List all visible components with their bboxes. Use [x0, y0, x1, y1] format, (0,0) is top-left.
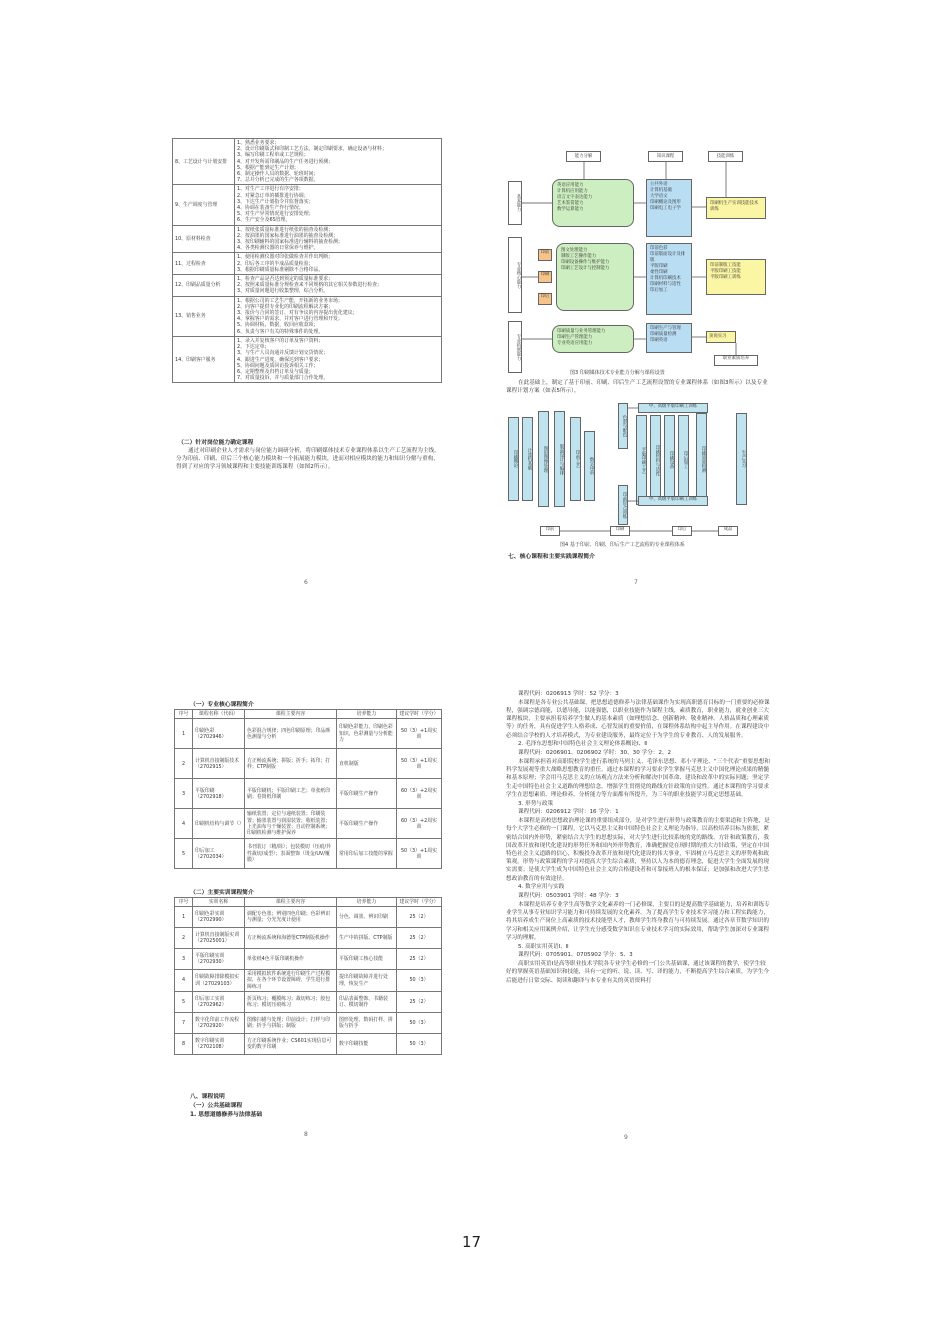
table-cell: 方正印刷系统作业；CS601实现信息可变的数字印刷 — [245, 1033, 337, 1054]
table-cell: 数字化印前工作流程（2702920） — [193, 1012, 245, 1033]
paragraph: 高职实用英语Ⅰ是高等职业技术学院各专业学生必修的一门公共基础课，通过该课程的教学，使学生较好的掌握英语基础知识和技能，具有一定的听、说、读、写、译的能力，不断提高学生综合素质，为学生今后能进行日常交际、阅读和翻译与本专业有关的英语资料打 — [506, 961, 769, 984]
block-item: 平版印刷 — [650, 264, 668, 269]
row-item: 7、总并分析已完成的生产各项数据。 — [237, 177, 319, 184]
block-item: 印刷质量与业务管理能力 — [557, 329, 606, 334]
column-header: 课程主要内容 — [245, 710, 337, 719]
row-items — [235, 225, 442, 253]
column-header: 培养能力 — [337, 710, 397, 719]
paragraph: 课程代码：0206901、0206902 学时：30、30 学分：2、2 — [518, 750, 672, 757]
row-item: 5、根据产能到定生产计划； — [237, 164, 299, 171]
job-task-table — [172, 138, 442, 383]
line: 课程代码：0705901、0705902 学分：5、3 — [518, 952, 633, 959]
block-item: 印前色彩 — [650, 246, 668, 251]
table-cell: 25（2） — [397, 907, 442, 928]
block-item: 艺术鉴赏能力 — [557, 201, 584, 206]
block-item: 大学语文 — [650, 194, 668, 199]
row-item: 6、负责与客户有关的特殊事件的处理。 — [237, 328, 324, 335]
table-cell: 50（3） — [397, 1033, 442, 1054]
row-items — [235, 185, 442, 225]
row-item: 3、下达生产计划指令并监督落实； — [237, 198, 314, 205]
block-item: 计算机基础 — [650, 188, 672, 193]
section-heading: （二）主要实训课程简介 — [190, 890, 254, 896]
chain-box: 平版印刷工艺 — [636, 415, 647, 505]
orange-tag: 印刷 — [538, 271, 552, 283]
chain-box: 印刷质量检测 — [696, 413, 707, 505]
table-cell: 3 — [175, 949, 193, 970]
block-item: 语言文字表达能力 — [557, 195, 593, 200]
table-cell: 采用模拟软件系统进行印刷生产过程模拟，在各个环节设置障碍，学生进行排障练习 — [245, 970, 337, 992]
paragraph: 在此基础上，制定了基于印前、印刷、印后生产工艺流程设置的专业课程体系（如图3所示）以及专业课程计划方案（如表5所示）。 — [506, 380, 768, 395]
row-item: 2、印后各工序的半成品质量检验； — [237, 260, 314, 267]
figure-3-arrows — [500, 143, 775, 378]
table-cell: 7 — [175, 1012, 193, 1033]
table-cell: 50（3）+1周实训 — [397, 749, 442, 779]
row-items — [235, 336, 442, 382]
block-item: 印后加工 — [650, 288, 668, 293]
table-cell: 25（2） — [397, 928, 442, 949]
paragraph: 本课程承担着对高职院校学生进行系统的马列主义、毛泽东思想、邓小平理论、“三个代表”重要思想和科学发展观等重大战略思想教育的重任。通过本课程的学习要求学生掌握马克思主义中国化理论成果的精髓和基本原理；学会用马克思主义的立场观点方法来分析和解决中国革命、建设和改革中的实际问题；坚定学生走中国特色社会主义道路的理想信念，增强学生贯彻党的路线方针政策的自觉性。通过本课程的学习要求学生在思想素质、理论修养、分析能力等方面都有所提升，为三年的职业技能学习奠定思想基础。 — [506, 759, 770, 798]
training-course-table — [174, 897, 442, 1055]
line: 课程代码：0503901 学时：48 学分：3 — [518, 893, 619, 900]
row-item: 4、对开发所需印刷品的生产任务进行预测； — [237, 158, 334, 165]
line: 课程代码：0206912 学时：16 学分：1 — [518, 809, 619, 816]
table-row — [173, 253, 442, 275]
chain-box: 计算机基础 — [522, 417, 533, 501]
table-cell: 印刷色彩（2702946） — [193, 719, 245, 749]
table-cell: 常用印后加工技能的掌握 — [337, 839, 397, 869]
table-cell: 计算机直接制版实训（27025001） — [193, 928, 245, 949]
block-item: 柔性印刷 — [650, 270, 668, 275]
orange-tag: 印前 — [538, 249, 552, 261]
line: 5. 高职实用英语Ⅰ、Ⅱ — [518, 943, 569, 950]
block-item: 印刷英语 — [650, 338, 668, 343]
page-9-text — [506, 690, 770, 985]
section-heading: （二）针对岗位能力确定课程 — [178, 440, 254, 446]
row-items — [235, 296, 442, 336]
block-item: 计算机印刷技术 — [650, 276, 681, 281]
chain-box: 印刷设备 — [664, 415, 675, 505]
table-cell: 单张纸4色平版印刷机操作 — [245, 949, 337, 970]
table-cell: 5 — [175, 991, 193, 1012]
table-row — [173, 336, 442, 382]
paragraph: 通过对印刷企业人才需求与岗位能力调研分析，将印刷媒体技术专业课程体系以生产工艺流程为主线，分为印前、印刷、印后三个核心能力模块和一个拓展能力模块，进而对相应模块的能力和知识分解与重构，得到了对应的学习领域课程和主要技能训练课程（如图2所示）。 — [176, 448, 440, 471]
column-header: 建议学时（学分） — [397, 898, 442, 907]
table-cell: 生产中的拼版、CTP制版 — [337, 928, 397, 949]
row-item: 6、定期整理及归档订单及与质量； — [237, 368, 314, 375]
table-cell: 方正畅流系统；拼版；折手；拓印；打样；CTP制版 — [245, 749, 337, 779]
orange-tag: 印后 — [538, 293, 552, 305]
line: 2. 毛泽东思想和中国特色社会主义理论体系概论Ⅰ、Ⅱ — [518, 741, 647, 748]
block-item: 数学运算能力 — [557, 207, 584, 212]
row-label: 9、生产调度与管理 — [173, 185, 235, 225]
table-row — [175, 779, 442, 809]
row-item: 3、报价与合同的签订，对有争议的内容提出优化建议； — [237, 310, 358, 317]
table-row — [175, 749, 442, 779]
paragraph: 本课程是高校思想政治理论课的重要组成部分，是对学生进行形势与政策教育的主要渠道和主阵地，是每个大学生必修的一门课程。它以马克思主义和中国特色社会主义理论为指导，以高校培养目标为依据，紧密结合国内外形势，紧密结合大学生的思想实际，对大学生进行比较系统的党的路线、方针和政策教育，我国改革开放和现代化建设的形势任务和国内外形势教育，准确把握党在现时期的重大方针政策，坚定在中国特色社会主义道路的信心，积极投身改革开放和现代化建设的伟大事业，牢固树立马克思主义的形势观和政策观。形势与政策课程的学习对提高大学生综合素质，坚持以人为本的德育理念，促进大学生全面发展的现实需要；是使大学生成为中国特色社会主义的合格建设者和可靠接班人的根本保证；是加强和改进大学生思想政治教育的有效途径。 — [506, 818, 770, 882]
table-cell: 印后加工（2702034） — [193, 839, 245, 869]
table-cell: 2 — [175, 749, 193, 779]
table-cell: 4 — [175, 809, 193, 839]
top-box: 知识课程 — [648, 151, 683, 162]
table-cell: 折页练习；覆膜练习；裁切练习；胶包练习；模切压痕练习 — [245, 991, 337, 1012]
table-row — [173, 275, 442, 297]
column-header: 课程主要内容 — [245, 898, 337, 907]
table-cell: 提出印刷故障并进行处理，恢复生产 — [337, 970, 397, 992]
block-item: 印刷材料与适性 — [650, 282, 681, 287]
block-item: 印刷生产管理能力 — [557, 335, 593, 340]
table-cell: 25（2） — [397, 991, 442, 1012]
left-box: 基本能力 — [508, 181, 522, 225]
table-row — [175, 928, 442, 949]
table-cell: 数字印刷技能 — [337, 1033, 397, 1054]
left-box: 专业核心能力 — [508, 237, 522, 313]
row-item: 4、掌握客户的需求，并对客户进行管理和开发； — [237, 316, 343, 323]
row-item: 4、协调在装备生产作行情况； — [237, 205, 304, 212]
table-cell: 60（3）+2周实训 — [397, 809, 442, 839]
block-item: 英语应用能力 — [557, 183, 584, 188]
table-cell: 色彩混合规律；四色印刷原理；印品颜色测量与分析 — [245, 719, 337, 749]
page-number: 6 — [304, 579, 308, 586]
table-cell: 印刷色彩能力，印刷色彩知识，色彩测量与分析能力 — [337, 719, 397, 749]
chain-box: 版面设计与编排 — [554, 411, 565, 507]
row-item: 2、向客户提供专业化的印刷流程解决方案； — [237, 303, 334, 310]
row-item: 2、下达定单； — [237, 344, 270, 351]
flow-label: 印刷 — [610, 526, 630, 536]
block-item: 印刷生产与管理 — [650, 326, 681, 331]
table-cell: 平版印刷生产操作 — [337, 809, 397, 839]
table-cell: 50（3） — [397, 1012, 442, 1033]
table-cell: 印刷故障排除模拟实训（27029103） — [193, 970, 245, 992]
flow-label: 成品 — [718, 526, 738, 536]
table-cell: 60（3）+2周实训 — [397, 779, 442, 809]
block-item: 印刷电工电子学 — [650, 206, 681, 211]
row-item: 3、按印刷辅料的国家标准进行辅料的抽查检测； — [237, 239, 343, 246]
side-box: 印前综合训练 — [618, 485, 628, 525]
row-item: 1、根据公司的工艺生产能，开拓新的业务市场； — [237, 297, 343, 304]
table-cell: 50（3） — [397, 970, 442, 992]
row-item: 4、各类检测仪器的日常保养与维护。 — [237, 245, 319, 252]
figure-4-diagram — [500, 401, 775, 541]
table-row — [175, 907, 442, 928]
chain-box: 印前工艺 — [570, 417, 581, 501]
row-item: 3、对质量问题进行收集整理，综合分析。 — [237, 288, 329, 295]
row-item: 6、制定操作人员的数据、轮班时间； — [237, 171, 319, 178]
flow-label: 印后 — [672, 526, 692, 536]
table-cell: 4 — [175, 970, 193, 992]
row-item: 7、对质量投诉，并与质量部门合作处理。 — [237, 375, 329, 382]
side-box: 色彩与配色 — [618, 403, 628, 449]
table-row — [173, 225, 442, 253]
section-heading: 七、核心课程和主要实践课程简介 — [508, 554, 595, 560]
chain-box: 印刷概论 — [508, 417, 519, 501]
block-item: 计算机应用能力 — [557, 189, 588, 194]
block-item: 印前制版工技能 — [710, 263, 741, 268]
line: 4. 数学应用与实践 — [518, 884, 565, 891]
paragraph: 本课程是培养专业学生高等数学文化素养的一门必修课，主要目的是提高数学基础能力，培养和训练专业学生从事专业知识学习能力和可持续发展的文化素养。为了提高学生专业技术学习能力和工程实践能力，将其培养成生产岗位上高素质的技术技能型人才，教师学生终身教育与可持续发展。通过各章节数学知识的学习和相关应用案例介绍，让学生充分感受数学知识在专业技术学习的实际效用，帮助学生加深对专业课程学习的理解。 — [506, 902, 770, 941]
row-item: 1、录入并复核客户的订单及客户资料； — [237, 337, 324, 344]
figure-4-caption: 图4 基于印前、印刷、印后生产工艺流程的专业课程体系 — [560, 542, 685, 548]
top-box: 技能训练 — [708, 151, 743, 162]
table-row — [175, 970, 442, 992]
table-cell: 印刷色彩实训（2702990） — [193, 907, 245, 928]
table-cell: 1 — [175, 907, 193, 928]
page-number: 8 — [304, 1131, 308, 1138]
table-cell: 图形处理、数码打样、拼版与折手 — [337, 1012, 397, 1033]
column-header: 课程名称（代码） — [193, 710, 245, 719]
figure-4-arrows — [500, 401, 775, 541]
column-header: 建议学时（学分） — [397, 710, 442, 719]
row-item: 3、根据印刷质量标准剔除不合格印品。 — [237, 266, 324, 273]
table-cell: 方正畅流系统和海德堡CTP制版机操作 — [245, 928, 337, 949]
row-item: 2、按照来质量标准分规检查来不同规格的其它相关参数进行检查； — [237, 282, 382, 289]
row-items — [235, 275, 442, 297]
chain-box: 数字印前 — [584, 431, 595, 501]
table-cell: 图像扫描与处理；印前设计；打样与印刷；折手与拼版；制版 — [245, 1012, 337, 1033]
block-item: 印刷设备操作与维护能力 — [561, 260, 610, 265]
line: 课程代码：0206913 学时：52 学分：3 — [518, 691, 619, 697]
page-9 — [500, 688, 775, 1148]
block-item: 公共外语 — [650, 182, 668, 187]
column-header: 序号 — [175, 898, 193, 907]
row-item: 5、协调材板、数据，收回应收款项； — [237, 322, 319, 329]
row-label: 10、原材料检查 — [173, 225, 235, 253]
row-item: 2、设计印刷版式和印制工艺方法，制定印刷要求，确定设备与材料； — [237, 146, 387, 153]
table-cell: 印后加工实训（2702962） — [193, 991, 245, 1012]
block-item: 印刷工艺设计与控制能力 — [561, 266, 610, 271]
table-cell: 1 — [175, 719, 193, 749]
column-header: 培养能力 — [337, 898, 397, 907]
yellow-block: 印刷机生产实训技能技术训练 — [706, 197, 766, 219]
paragraph: 本课程是各专业公共基础课，把思想道德修养与法律基础课作为实现高职德育目标的一门重要的必修课程，强调宗德商能，以德导能，以能强德，以职业技能作为课程主线，素质教育，职业能力，就业创业三大课程板块，主要承担着培养学生做人的基本素质（如理想信念、创新精神、敬业精神、人格品质和心理素质等）的任务，具有促进学生人格养成、心智发展的重要价值，在课程体系结构中起主导作用。在课程建设中必须结合学校的人才培养模式，为专业建设服务，最终定位于为学生的专业教育、人的发展服务。 — [506, 699, 770, 739]
table-cell: 书刊装订（精/简）；包装模切（压痕/异性裁切/成型）；表面整饰（烫金/UV/覆膜） — [245, 839, 337, 869]
table-row — [175, 991, 442, 1012]
table-cell: 数字印刷实训（2702108） — [193, 1033, 245, 1054]
table-cell: 印品表面整饰、书籍装订、模切制作 — [337, 991, 397, 1012]
table-cell: 5 — [175, 839, 193, 869]
table-cell: 分色、调墨、辨识印刷 — [337, 907, 397, 928]
row-item: 2、按油墨的国家标准进行油墨的抽查及检测； — [237, 232, 338, 239]
left-box: 专业拓展能力 — [508, 321, 522, 373]
row-item: 3、编写印刷工程单或工艺规程； — [237, 152, 309, 159]
block-item: 平版印刷工技能 — [710, 269, 741, 274]
table-row — [175, 949, 442, 970]
section-heading: 八、课程说明 — [190, 1094, 225, 1100]
table-cell: 输纸装置；定位与递纸装置；印刷装置；输墨装置与润湿装置；收纸装置；上光油布与干燥装置；自动控制系统；印刷机检测与维护保养 — [245, 809, 337, 839]
table-cell: 平版印刷实训（2702930） — [193, 949, 245, 970]
block-item: 印前版面设计及排版 — [650, 252, 686, 263]
table-cell: 平版印刷机；平版印刷工艺；单张纸印刷；卷筒纸印刷 — [245, 779, 337, 809]
table-row — [175, 839, 442, 869]
table-cell: 25（2） — [397, 949, 442, 970]
table-cell: 直机制版 — [337, 749, 397, 779]
row-item: 5、对生产异常情况进行安排处理； — [237, 211, 314, 218]
row-label: 8、工艺设计与计划安排 — [173, 139, 235, 185]
table-row — [173, 185, 442, 225]
side-box: 中、高级平版印刷工训练 — [638, 496, 708, 506]
block-item: 专业英语应用能力 — [557, 341, 593, 346]
row-label: 12、印刷品质量分析 — [173, 275, 235, 297]
row-item: 1、熟悉业务要求； — [237, 140, 280, 146]
table-row — [175, 1012, 442, 1033]
table-cell: 平版印刷工核心技能 — [337, 949, 397, 970]
chain-box: 印后加工 — [678, 415, 689, 505]
figure-3-diagram — [500, 143, 775, 378]
chain-box: 生产实习 — [736, 413, 747, 505]
table-cell: 2 — [175, 928, 193, 949]
block-item: 印刷概论及图形 — [650, 200, 681, 205]
row-label: 11、过程检查 — [173, 253, 235, 275]
chain-box: 图形图像处理 — [538, 411, 549, 507]
row-label: 14、印刷客户服务 — [173, 336, 235, 382]
core-course-table — [174, 709, 442, 869]
table-cell: 8 — [175, 1033, 193, 1054]
table-cell: 50（3）+1周实训 — [397, 839, 442, 869]
page-number: 7 — [634, 579, 638, 586]
row-item: 1、对生产工序进行有序安排； — [237, 186, 304, 193]
row-item: 1、按纸张质量标准进行纸张的抽查及检测； — [237, 226, 334, 233]
row-item: 6、生产安全及6S管理。 — [237, 217, 291, 224]
yellow-block: 顶岗实习 — [706, 331, 736, 343]
line: 3. 形势与政策 — [518, 800, 554, 807]
row-item: 3、与生产人员沟通并反馈计划交货情况； — [237, 350, 329, 357]
row-item: 1、检查产品是否达到预定的质量标准要求； — [237, 276, 334, 283]
chain-box: 印刷材料与适性 — [650, 415, 661, 505]
row-items — [235, 139, 442, 185]
row-item: 2、对紧急订单的插排进行协调； — [237, 192, 309, 199]
table-cell: 平版印刷生产操作 — [337, 779, 397, 809]
table-row — [175, 1033, 442, 1054]
top-box: 能力分解 — [566, 151, 601, 162]
table-row — [173, 139, 442, 185]
column-header: 序号 — [175, 710, 193, 719]
table-cell: 计算机直接制版技术（2702915） — [193, 749, 245, 779]
row-item: 1、使用检测仪器对印张做检查并作出判断； — [237, 254, 334, 261]
block-item: 图文处理能力 — [561, 248, 588, 253]
column-header: 实训名称 — [193, 898, 245, 907]
table-row — [173, 296, 442, 336]
page-7 — [500, 133, 775, 593]
row-label: 13、销售业务 — [173, 296, 235, 336]
block-item: 平版印刷工训练 — [710, 275, 741, 280]
table-cell: 50（3）+1周实训 — [397, 719, 442, 749]
side-box: 中、高级平版印刷工训练 — [638, 403, 708, 413]
sheet-number: 17 — [462, 1233, 482, 1251]
page-number: 9 — [624, 1134, 628, 1141]
table-cell: 3 — [175, 779, 193, 809]
white-block: 职业素质培养 — [714, 355, 758, 366]
section-heading: （一）公共基础课程 — [190, 1103, 243, 1109]
page-8 — [168, 695, 448, 1145]
figure-3-caption: 图3 印刷媒体技术专业能力分解与课程设置 — [570, 370, 665, 376]
section-heading: （一）专业核心课程简介 — [190, 702, 254, 708]
row-items — [235, 253, 442, 275]
block-item: 印刷质量检测 — [650, 332, 677, 337]
section-heading: 1. 思想道德修养与法律基础 — [190, 1112, 263, 1118]
table-row — [175, 719, 442, 749]
block-item: 制版工艺操作能力 — [561, 254, 597, 259]
flow-label: 印前 — [540, 526, 560, 536]
row-item: 5、协调问题及质回访投诉相关工作； — [237, 362, 319, 369]
table-cell: 调配专色墨；辨别四色印刷；色彩辨识与测量；分光光度计使用 — [245, 907, 337, 928]
row-item: 4、跟进生产进度，确保达到客户要求； — [237, 356, 324, 363]
table-row — [175, 809, 442, 839]
table-cell: 平版印刷（2702918） — [193, 779, 245, 809]
page-6 — [168, 133, 448, 593]
table-cell: 印刷机结构与调节（） — [193, 809, 245, 839]
